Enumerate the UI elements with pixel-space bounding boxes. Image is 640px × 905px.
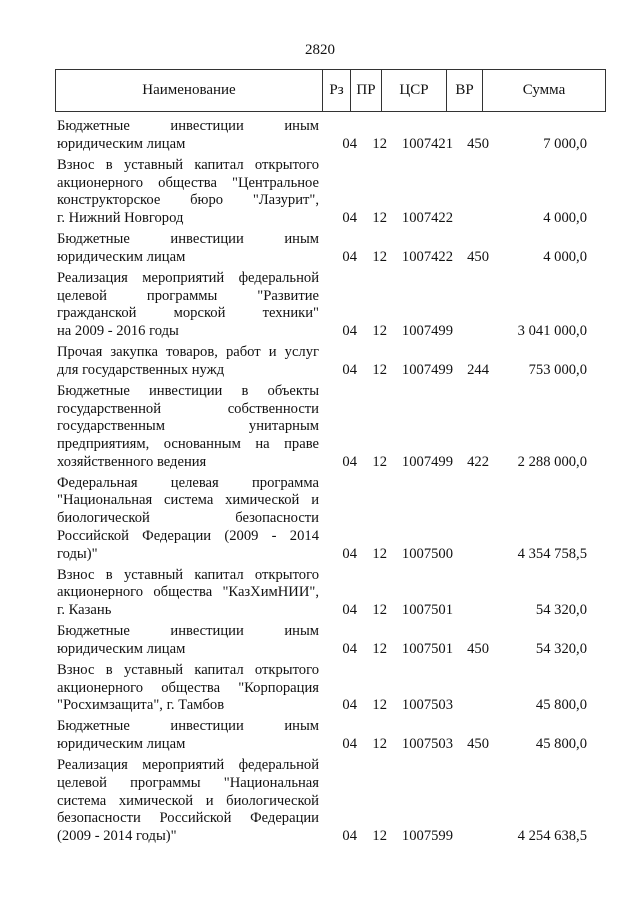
row-rz: 04 (342, 453, 357, 470)
header-sum: Сумма (522, 82, 566, 98)
row-name-line: целевой программы "Развитие (57, 287, 319, 304)
row-name (57, 270, 319, 341)
row-name-line: акционерного общества "Корпорация (57, 679, 319, 696)
row-rz: 04 (342, 602, 357, 619)
row-name-line: юридическим лицам (57, 248, 186, 265)
row-csr: 1007422 (401, 209, 453, 226)
row-sum: 4 254 638,5 (517, 828, 587, 845)
row-name-line: для государственных нужд (57, 361, 225, 378)
table-row (57, 718, 606, 753)
table-row (57, 118, 606, 153)
row-name-line: государственной собственности (57, 400, 319, 417)
row-name-line: конструкторское бюро "Лазурит", (57, 192, 319, 209)
table-row (57, 475, 606, 564)
row-name-line: г. Нижний Новгород (57, 209, 184, 226)
row-name-line: Федеральная целевая программа (57, 474, 319, 491)
row-pr: 12 (372, 736, 387, 753)
row-vr: 450 (467, 135, 489, 152)
row-pr: 12 (372, 602, 387, 619)
row-name-line: "Росхимзащита", г. Тамбов (57, 697, 225, 714)
row-pr: 12 (372, 697, 387, 714)
table-row (57, 757, 606, 846)
row-rz: 04 (342, 322, 357, 339)
header-vr: ВР (447, 70, 483, 111)
row-name-line: г. Казань (57, 602, 112, 619)
row-name-line: "Национальная система химической и (57, 492, 319, 509)
table-body (57, 118, 606, 849)
table-row (57, 157, 606, 228)
row-name-line: юридическим лицам (57, 736, 186, 753)
row-csr: 1007499 (401, 322, 453, 339)
row-csr: 1007599 (401, 828, 453, 845)
row-sum: 753 000,0 (528, 361, 587, 378)
row-rz: 04 (342, 736, 357, 753)
row-name-line: годы)" (57, 545, 98, 562)
row-vr: 244 (467, 361, 489, 378)
row-rz: 04 (342, 135, 357, 152)
row-vr: 422 (467, 453, 489, 470)
header-rz: Рз (323, 70, 351, 111)
row-name-line: на 2009 - 2016 годы (57, 322, 179, 339)
table-row (57, 567, 606, 620)
row-name-line: юридическим лицам (57, 640, 186, 657)
row-name-line: Прочая закупка товаров, работ и услуг (57, 344, 319, 360)
row-name (57, 662, 319, 715)
table-row (57, 231, 606, 266)
table-row (57, 623, 606, 658)
row-sum: 54 320,0 (535, 602, 587, 619)
row-name-line: акционерного общества "Центральное (57, 174, 319, 191)
row-csr: 1007503 (401, 736, 453, 753)
row-pr: 12 (372, 248, 387, 265)
row-name-line: Российской Федерации (2009 - 2014 (57, 527, 319, 544)
row-name-line: целевой программы "Национальная (57, 774, 319, 791)
table-row (57, 270, 606, 341)
row-pr: 12 (372, 453, 387, 470)
row-pr: 12 (372, 322, 387, 339)
header-csr: ЦСР (382, 70, 447, 111)
row-pr: 12 (372, 640, 387, 657)
row-csr: 1007501 (401, 602, 453, 619)
row-csr: 1007501 (401, 640, 453, 657)
row-rz: 04 (342, 209, 357, 226)
row-name-line: Реализация мероприятий федеральной (57, 757, 319, 774)
row-vr: 450 (467, 248, 489, 265)
row-sum: 54 320,0 (535, 640, 587, 657)
row-csr: 1007503 (401, 697, 453, 714)
row-name-line: государственным унитарным (57, 418, 319, 435)
row-name (57, 475, 319, 564)
row-csr: 1007499 (401, 453, 453, 470)
row-name-line: Бюджетные инвестиции иным (57, 623, 319, 640)
row-rz: 04 (342, 640, 357, 657)
row-name-line: юридическим лицам (57, 135, 186, 152)
row-csr: 1007500 (401, 545, 453, 562)
row-name-line: Бюджетные инвестиции иным (57, 718, 319, 735)
row-sum: 4 000,0 (543, 248, 587, 265)
row-name-line: акционерного общества "КазХимНИИ", (57, 584, 319, 601)
row-pr: 12 (372, 361, 387, 378)
row-sum: 45 800,0 (535, 697, 587, 714)
table-header (55, 69, 606, 112)
row-pr: 12 (372, 209, 387, 226)
row-name-line: система химической и биологической (57, 792, 319, 809)
row-sum: 4 000,0 (543, 209, 587, 226)
row-sum: 45 800,0 (535, 736, 587, 753)
row-name-line: Взнос в уставный капитал открытого (57, 661, 319, 678)
row-name (57, 567, 319, 620)
row-name-line: биологической безопасности (57, 510, 319, 527)
row-name-line: (2009 - 2014 годы)" (57, 828, 177, 845)
row-name (57, 757, 319, 846)
row-rz: 04 (342, 361, 357, 378)
row-name (57, 231, 319, 266)
row-name-line: Бюджетные инвестиции иным (57, 118, 319, 134)
row-name-line: предприятиям, основанным на праве (57, 435, 319, 452)
row-pr: 12 (372, 545, 387, 562)
row-csr: 1007422 (401, 248, 453, 265)
row-sum: 2 288 000,0 (517, 453, 587, 470)
row-name (57, 118, 319, 153)
row-name-line: Реализация мероприятий федеральной (57, 269, 319, 286)
row-csr: 1007421 (401, 135, 453, 152)
header-name: Наименование (56, 70, 323, 111)
page-number: 2820 (305, 42, 335, 58)
row-rz: 04 (342, 545, 357, 562)
row-name-line: безопасности Российской Федерации (57, 810, 319, 827)
row-sum: 7 000,0 (543, 135, 587, 152)
row-name (57, 157, 319, 228)
row-name (57, 383, 319, 472)
header-pr: ПР (351, 70, 382, 111)
row-name-line: гражданской морской техники" (57, 305, 319, 322)
table-row (57, 662, 606, 715)
row-name-line: Бюджетные инвестиции иным (57, 231, 319, 247)
row-pr: 12 (372, 135, 387, 152)
row-pr: 12 (372, 828, 387, 845)
table-row (57, 383, 606, 472)
row-sum: 3 041 000,0 (517, 322, 587, 339)
row-name-line: Бюджетные инвестиции в объекты (57, 382, 319, 399)
row-name-line: Взнос в уставный капитал открытого (57, 566, 319, 583)
row-rz: 04 (342, 248, 357, 265)
row-sum: 4 354 758,5 (517, 545, 587, 562)
row-rz: 04 (342, 828, 357, 845)
row-name-line: хозяйственного ведения (57, 453, 207, 470)
table-row (57, 344, 606, 379)
row-name (57, 623, 319, 658)
row-name (57, 344, 319, 379)
row-name-line: Взнос в уставный капитал открытого (57, 156, 319, 173)
row-name (57, 718, 319, 753)
row-rz: 04 (342, 697, 357, 714)
row-vr: 450 (467, 736, 489, 753)
row-vr: 450 (467, 640, 489, 657)
row-csr: 1007499 (401, 361, 453, 378)
